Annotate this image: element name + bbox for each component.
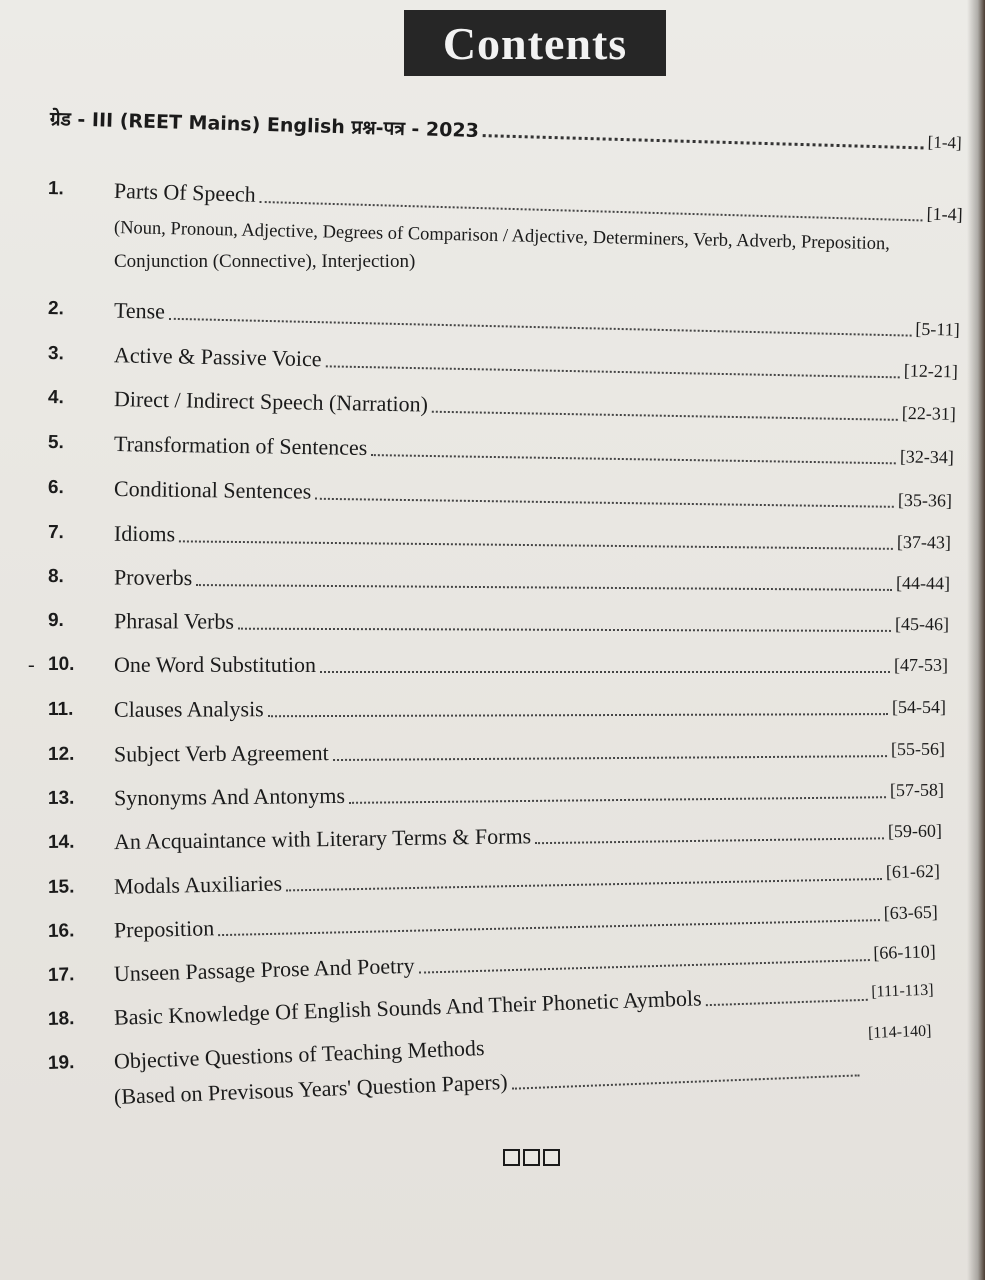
dot-leader bbox=[196, 570, 892, 591]
toc-entry[interactable] bbox=[48, 814, 942, 860]
entry-pages: [66-110] bbox=[873, 940, 936, 963]
dot-leader bbox=[483, 124, 924, 149]
entry-pages: [37-43] bbox=[896, 531, 952, 552]
toc-entry[interactable] bbox=[48, 690, 946, 727]
entry-pages: [44-44] bbox=[895, 572, 951, 593]
entry-pages: [45-46] bbox=[894, 613, 950, 634]
contents-title: Contents bbox=[404, 10, 666, 76]
entry-number: 6. bbox=[47, 477, 65, 499]
toc-entry[interactable] bbox=[48, 337, 958, 388]
entry-title: Objective Questions of Teaching Methods bbox=[113, 1035, 485, 1074]
dot-leader bbox=[325, 351, 900, 378]
dot-leader bbox=[268, 699, 888, 717]
entry-title: Conditional Sentences bbox=[113, 475, 312, 504]
entry-number: 14. bbox=[47, 831, 75, 853]
dot-leader bbox=[259, 187, 922, 222]
toc-entry[interactable] bbox=[48, 381, 956, 431]
dot-leader bbox=[320, 657, 890, 673]
entry-title: Transformation of Sentences bbox=[113, 431, 368, 461]
dot-leader bbox=[349, 782, 886, 804]
entry-number: 5. bbox=[47, 432, 65, 454]
entry-pages: [54-54] bbox=[891, 696, 947, 717]
end-mark-box bbox=[543, 1149, 560, 1166]
toc-entry[interactable] bbox=[48, 471, 952, 518]
entry-pages: [61-62] bbox=[885, 860, 941, 882]
entry-number: 16. bbox=[47, 920, 75, 942]
dot-leader bbox=[218, 905, 880, 936]
dot-leader bbox=[488, 1026, 864, 1056]
entry-title: Subject Verb Agreement bbox=[113, 740, 329, 767]
entry-pages: [57-58] bbox=[889, 779, 945, 800]
entry-title: Clauses Analysis bbox=[113, 696, 264, 722]
entry-title: Basic Knowledge Of English Sounds And Their Phonetic Aymbols bbox=[113, 985, 702, 1030]
entry-title: An Acquaintance with Literary Terms & Forms bbox=[113, 823, 532, 855]
entry-number: 4. bbox=[47, 387, 65, 409]
end-mark-box bbox=[503, 1149, 520, 1166]
entry-title: Preposition bbox=[113, 915, 215, 943]
entry-title: Active & Passive Voice bbox=[113, 342, 322, 372]
dot-leader bbox=[705, 985, 867, 1006]
entry-pages: [63-65] bbox=[883, 901, 938, 923]
margin-dash: - bbox=[28, 654, 35, 676]
dot-leader bbox=[238, 614, 891, 632]
entry-title: Idioms bbox=[113, 520, 176, 547]
entry-title: Direct / Indirect Speech (Narration) bbox=[113, 386, 429, 417]
entry-subtopics-cont: Conjunction (Connective), Interjection) bbox=[114, 251, 416, 272]
dot-leader bbox=[432, 397, 898, 421]
paper-header-entry bbox=[49, 98, 962, 163]
entry-number: 17. bbox=[47, 964, 75, 986]
entry-pages: [111-113] bbox=[871, 981, 934, 1001]
toc-entry[interactable] bbox=[48, 560, 950, 600]
dot-leader bbox=[169, 304, 912, 337]
entry-title: Proverbs bbox=[113, 564, 193, 591]
paper-header-pages: [1-4] bbox=[927, 132, 962, 153]
toc-entry[interactable] bbox=[48, 292, 961, 347]
entry-title: One Word Substitution bbox=[114, 652, 316, 677]
entry-number: 2. bbox=[47, 298, 65, 320]
entry-number: 13. bbox=[47, 787, 75, 809]
toc-entry[interactable] bbox=[48, 426, 954, 474]
entry-title: Unseen Passage Prose And Poetry bbox=[113, 952, 415, 987]
entry-subtopics-text: (Based on Previsous Years' Question Papers) bbox=[113, 1068, 508, 1109]
toc-entry[interactable] bbox=[48, 773, 944, 816]
entry-pages: [59-60] bbox=[887, 820, 943, 841]
entry-title: Parts Of Speech bbox=[113, 177, 257, 207]
toc-entry[interactable] bbox=[48, 732, 945, 772]
toc-entry[interactable] bbox=[48, 648, 948, 682]
entry-number: 9. bbox=[47, 610, 64, 632]
entry-number: 3. bbox=[47, 343, 65, 365]
paper-header-text: ग्रेड - III (REET Mains) English प्रश्न-पत्र - 2023 bbox=[49, 108, 480, 142]
entry-number: 18. bbox=[47, 1008, 75, 1030]
entry-number: 10. bbox=[48, 654, 75, 675]
entry-title: Tense bbox=[113, 297, 166, 324]
entry-pages: [55-56] bbox=[890, 738, 946, 759]
entry-number: 15. bbox=[47, 876, 75, 898]
entry-number: 12. bbox=[47, 743, 75, 765]
entry-pages: [1-4] bbox=[926, 203, 963, 225]
dot-leader bbox=[535, 823, 884, 844]
dot-leader bbox=[418, 945, 869, 974]
entry-number: 7. bbox=[47, 522, 64, 544]
entry-subtopics: (Noun, Pronoun, Adjective, Degrees of Comparison / Adjective, Determiners, Verb, Adverb, Preposition, bbox=[113, 218, 891, 255]
entry-number: 8. bbox=[47, 566, 64, 588]
entry-pages: [32-34] bbox=[899, 445, 955, 467]
entry-title: Phrasal Verbs bbox=[113, 608, 235, 634]
entry-number: 19. bbox=[47, 1052, 75, 1074]
entry-pages: [47-53] bbox=[894, 654, 948, 675]
toc-entry[interactable] bbox=[48, 516, 951, 559]
entry-pages: [5-11] bbox=[915, 318, 961, 340]
dot-leader bbox=[511, 1060, 860, 1089]
end-mark bbox=[503, 1149, 560, 1166]
entry-pages: [114-140] bbox=[867, 1022, 932, 1042]
entry-number: 11. bbox=[47, 698, 74, 720]
entry-title: Synonyms And Antonyms bbox=[113, 782, 346, 811]
page-edge bbox=[967, 0, 985, 1280]
dot-leader bbox=[179, 526, 893, 549]
entry-pages: [12-21] bbox=[903, 359, 959, 381]
entry-pages: [35-36] bbox=[897, 489, 953, 511]
end-mark-box bbox=[523, 1149, 540, 1166]
dot-leader bbox=[286, 864, 882, 891]
entry-title: Modals Auxiliaries bbox=[113, 870, 283, 899]
entry-pages: [22-31] bbox=[901, 402, 957, 424]
dot-leader bbox=[315, 484, 894, 508]
dot-leader bbox=[333, 741, 887, 761]
entry-number: 1. bbox=[47, 178, 65, 200]
dot-leader bbox=[371, 440, 896, 464]
toc-entry[interactable] bbox=[48, 604, 949, 641]
